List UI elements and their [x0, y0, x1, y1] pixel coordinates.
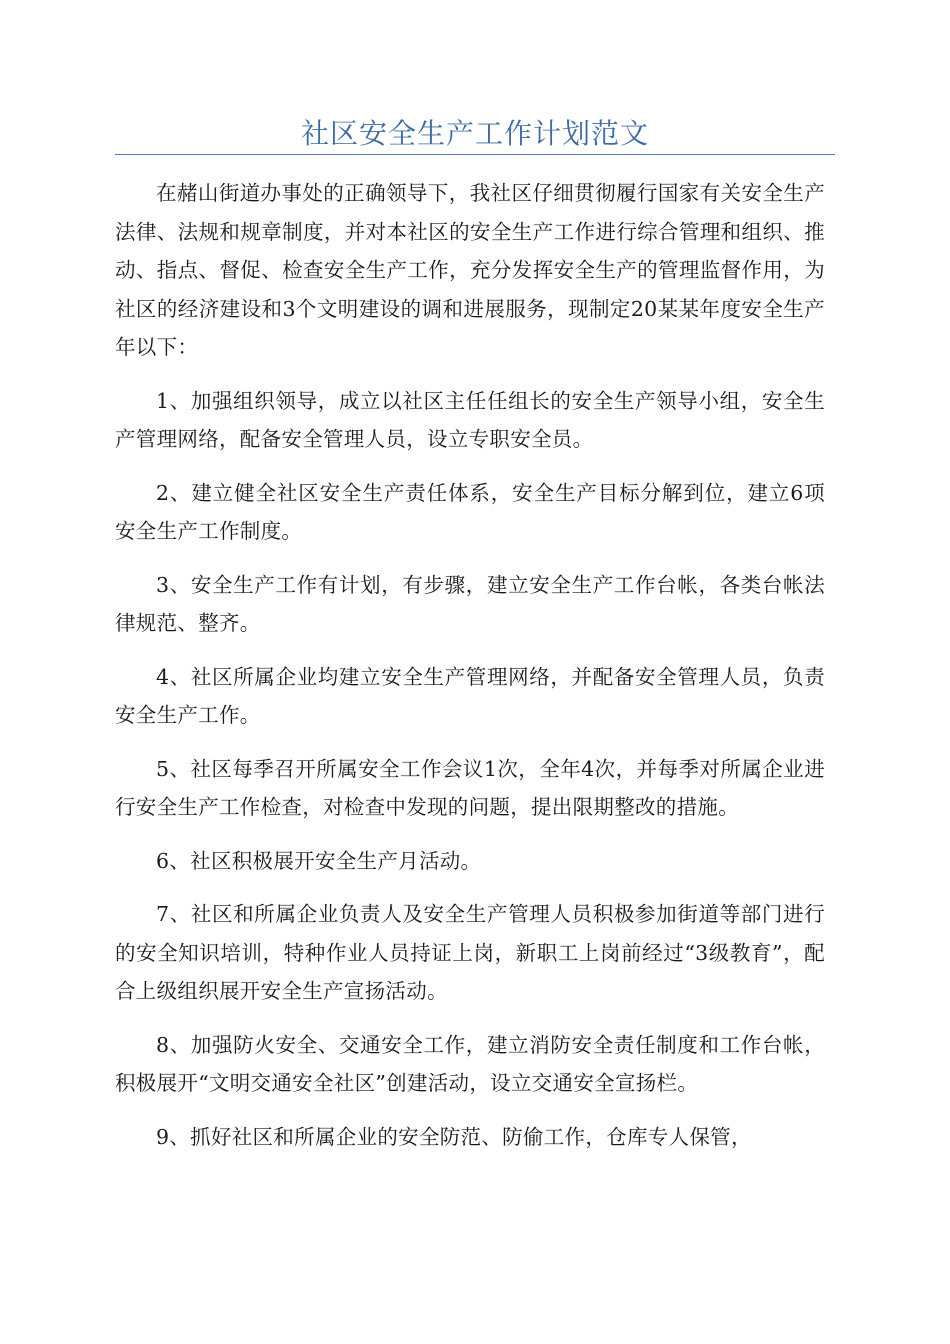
item-paragraph-8: 8、加强防火安全、交通安全工作，建立消防安全责任制度和工作台帐，积极展开“文明交通安全社区”创建活动，设立交通安全宣扬栏。: [115, 1032, 825, 1095]
item-paragraph-4: 4、社区所属企业均建立安全生产管理网络，并配备安全管理人员，负责安全生产工作。: [115, 664, 825, 727]
title-underline: [115, 154, 835, 155]
item-paragraph-1: 1、加强组织领导，成立以社区主任任组长的安全生产领导小组，安全生产管理网络，配备安全管理人员，设立专职安全员。: [115, 388, 825, 451]
item-paragraph-9: 9、抓好社区和所属企业的安全防范、防偷工作，仓库专人保管，: [156, 1124, 752, 1149]
intro-paragraph: 在赭山街道办事处的正确领导下，我社区仔细贯彻履行国家有关安全生产法律、法规和规章制度，并对本社区的安全生产工作进行综合管理和组织、推动、指点、督促、检查安全生产工作，充分发挥安全生产的管理监督作用，为社区的经济建设和3个文明建设的调和进展服务，现制定20某某年度安全生产年以下：: [115, 181, 825, 359]
document-title: 社区安全生产工作计划范文: [300, 117, 649, 150]
document-body: [115, 174, 825, 1171]
item-paragraph-7: 7、社区和所属企业负责人及安全生产管理人员积极参加街道等部门进行的安全知识培训，特种作业人员持证上岗，新职工上岗前经过“3级教育”，配合上级组织展开安全生产宣扬活动。: [115, 902, 825, 1003]
item-paragraph-5: 5、社区每季召开所属安全工作会议1次，全年4次，并每季对所属企业进行安全生产工作检查，对检查中发现的问题，提出限期整改的措施。: [115, 756, 825, 819]
item-paragraph-2: 2、建立健全社区安全生产责任体系，安全生产目标分解到位，建立6项安全生产工作制度。: [115, 480, 825, 543]
item-paragraph-6: 6、社区积极展开安全生产月活动。: [156, 848, 482, 873]
item-paragraph-3: 3、安全生产工作有计划，有步骤，建立安全生产工作台帐，各类台帐法律规范、整齐。: [115, 572, 825, 635]
